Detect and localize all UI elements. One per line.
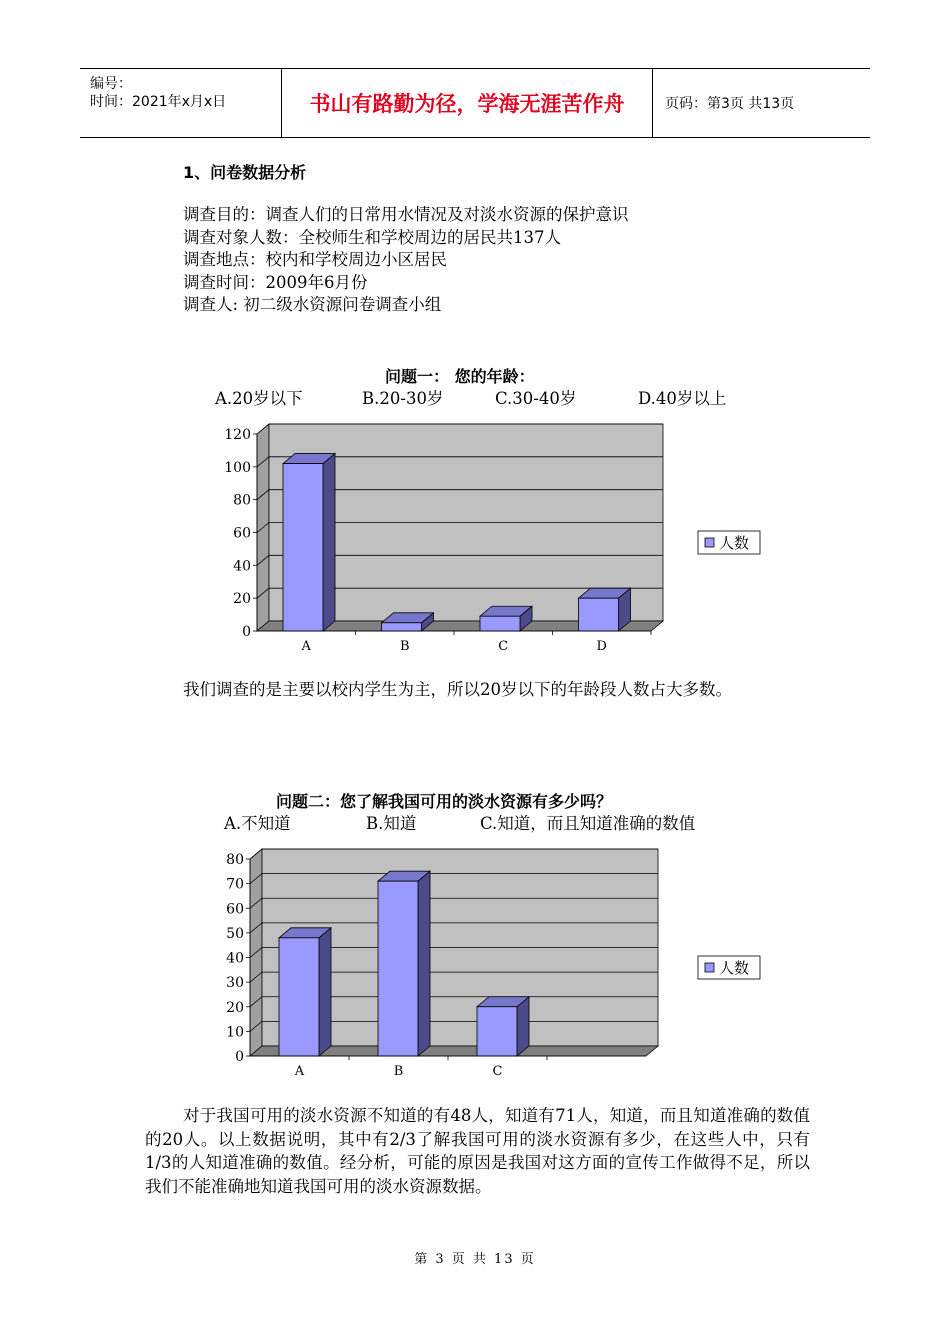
date-label: 时间：2021年x月x日 [90,94,227,110]
chart2-legend-swatch [705,963,714,972]
chart1-bar-d [579,598,619,631]
chart2-ytick-label: 30 [226,975,244,992]
survey-subjects: 调查对象人数：全校师生和学校周边的居民共137人 [183,227,561,247]
survey-time: 调查时间：2009年6月份 [183,272,368,292]
chart2-ytick-label: 70 [226,876,244,893]
chart1-xtick-label-c: C [498,639,509,654]
chart1-ytick-label: 60 [233,525,251,542]
chart1-ytick-label: 0 [242,624,251,640]
chart2-ytick-label: 80 [226,852,244,868]
chart2-bar-side-a [319,928,331,1056]
q1-option-d: D.40岁以上 [638,389,727,408]
chart2-xtick-label-b: B [393,1064,404,1079]
chart2-bar-a [279,938,319,1056]
q2-option-a: A.不知道 [224,814,291,833]
section-title: 1、问卷数据分析 [183,163,307,182]
chart2-bar-c [477,1007,517,1056]
chart2-xtick-label-c: C [492,1064,503,1079]
chart2-ytick-label: 40 [226,950,244,967]
q1-title: 问题一： 您的年龄： [385,367,535,386]
chart1-bar-b [382,623,422,631]
chart1-ytick-label: 40 [233,558,251,575]
chart1-ytick-label: 80 [233,492,251,509]
chart2-ytick-label: 0 [235,1049,244,1065]
chart2-bar-side-b [418,871,430,1056]
number-label: 编号： [90,76,132,92]
header-motto: 书山有路勤为径，学海无涯苦作舟 [282,69,653,137]
chart2-ytick-label: 10 [226,1024,244,1041]
survey-purpose: 调查目的：调查人们的日常用水情况及对淡水资源的保护意识 [183,205,629,224]
chart1-ytick-label: 120 [224,427,251,443]
chart1-xtick-label-d: D [596,639,607,654]
chart1-bar-c [480,616,520,631]
chart1-xtick-label-a: A [301,639,311,654]
chart2-legend-label: 人数 [719,959,750,977]
chart1-bar-side-a [323,454,335,631]
chart1-legend-label: 人数 [719,534,750,552]
chart2-ytick-label: 60 [226,901,244,918]
q1-conclusion: 我们调查的是主要以校内学生为主，所以20岁以下的年龄段人数占大多数。 [183,680,732,699]
q1-option-c: C.30-40岁 [495,389,577,408]
survey-team: 调查人: 初二级水资源问卷调查小组 [183,295,442,314]
chart2-bar-b [378,881,418,1056]
chart1-ytick-label: 20 [233,591,251,608]
chart2-ytick-label: 20 [226,999,244,1016]
chart1-bar-a [283,464,323,631]
chart2-xtick-label-a: A [294,1064,305,1079]
q2-title: 问题二：您了解我国可用的淡水资源有多少吗？ [276,792,613,811]
q1-option-b: B.20-30岁 [362,389,444,408]
survey-location: 调查地点：校内和学校周边小区居民 [183,250,447,269]
chart1-ytick-label: 100 [224,459,251,476]
header-page-info: 页码：第3页 共13页 [665,96,795,112]
chart1-legend-swatch [705,538,714,547]
q1-option-a: A.20岁以下 [215,389,303,408]
q2-option-c: C.知道，而且知道准确的数值 [480,814,696,833]
q2-conclusion: 对于我国可用的淡水资源不知道的有48人，知道有71人，知道，而且知道准确的数值的20人。以上数据说明，其中有2/3了解我国可用的淡水资源有多少，在这些人中，只有1/3的人知道准确的数值。经分析，可能的原因是我国对这方面的宣传工作做得不足，所以我们不能准确地知道我国可用的淡水资源数据。 [145,1106,810,1196]
chart1-xtick-label-b: B [399,639,410,654]
chart2-ytick-label: 50 [226,925,244,942]
page-footer: 第 3 页 共 13 页 [414,1252,536,1267]
q2-option-b: B.知道 [366,814,417,833]
